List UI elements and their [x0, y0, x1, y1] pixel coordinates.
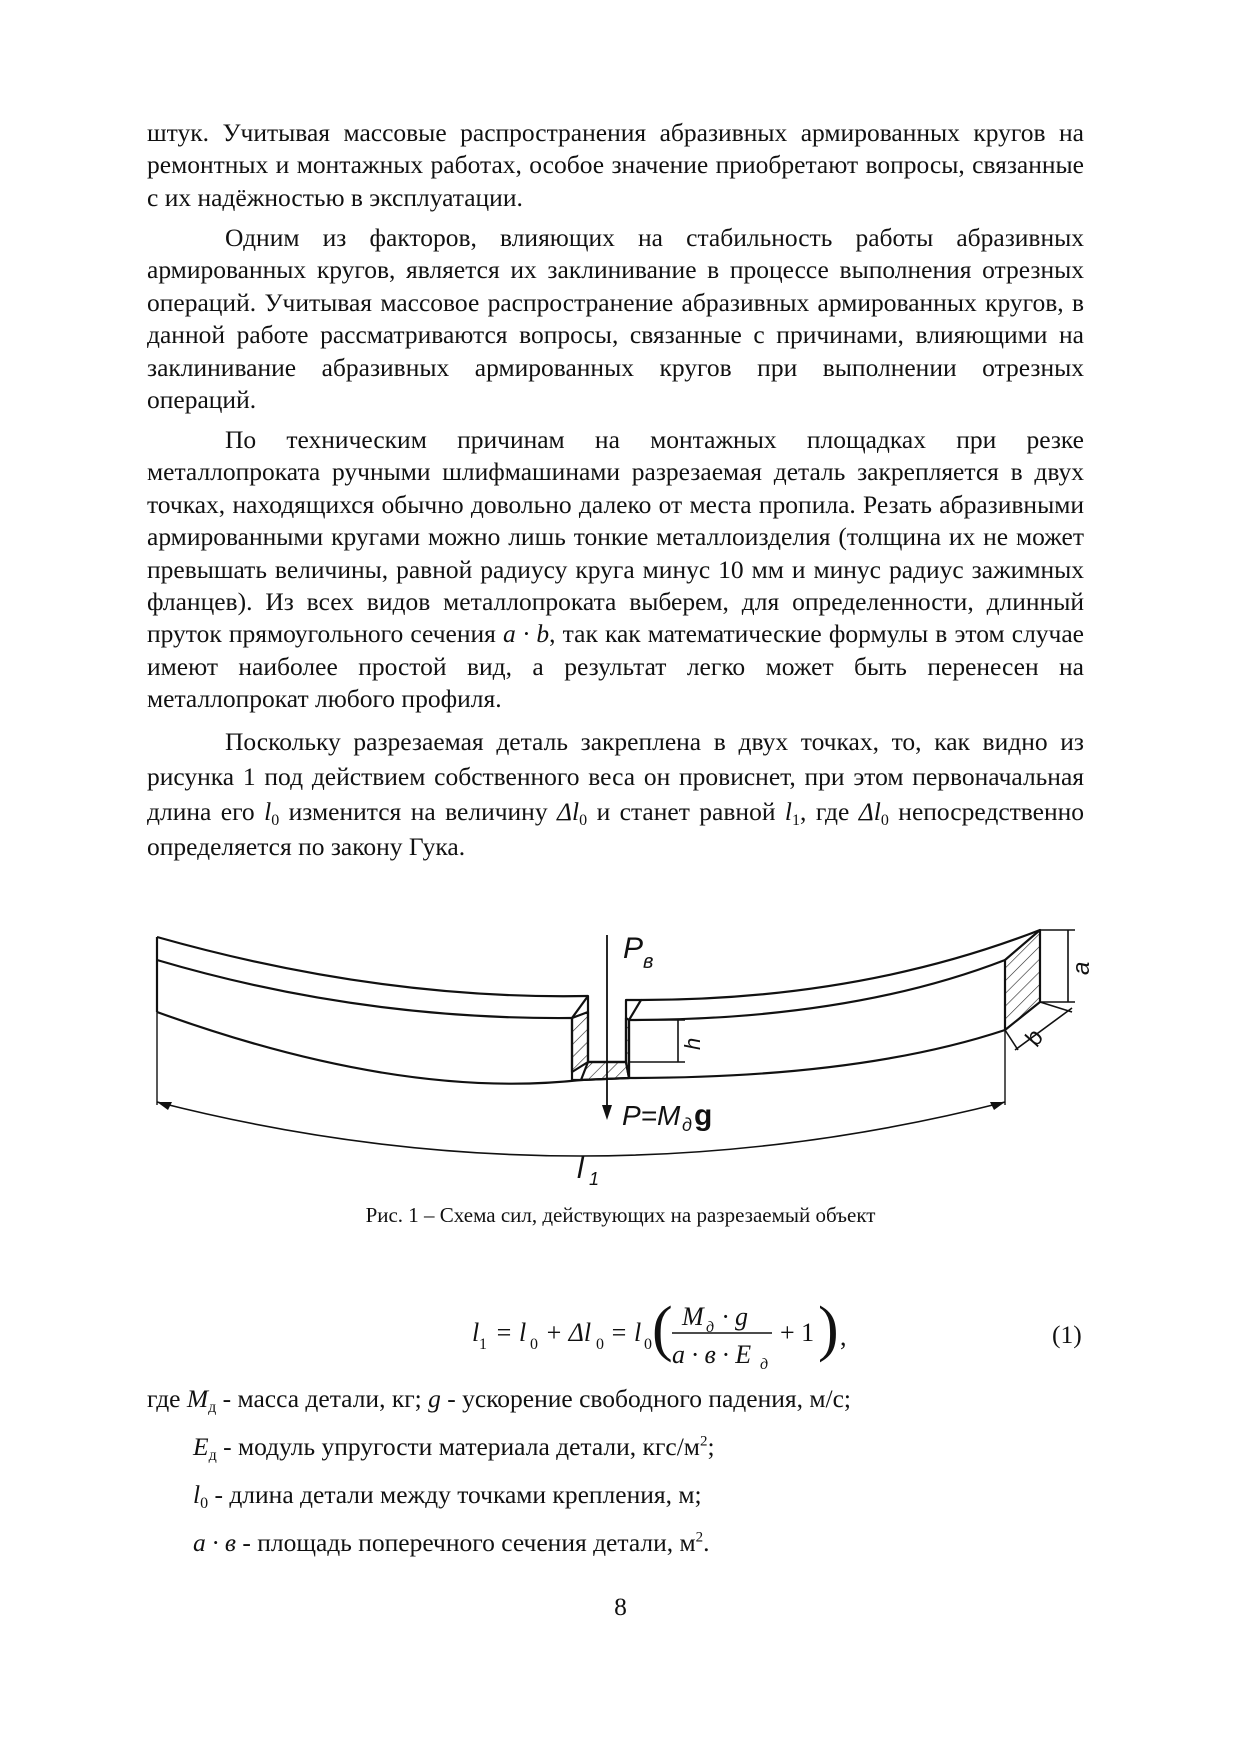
symbol-delta-l0-2: $\Delta l_0$	[858, 797, 889, 829]
label-P-sub: д	[682, 1115, 692, 1135]
beam-top-front-right	[629, 960, 1005, 1020]
beam-top-back-left	[157, 937, 588, 996]
svg-text:0: 0	[644, 1336, 652, 1353]
label-g: g	[694, 1099, 713, 1132]
label-l1: l	[577, 1152, 584, 1185]
beam-bottom-left	[157, 1012, 581, 1084]
paragraph-4-text-e: непосредственно определяется по закону Гука.	[147, 797, 1085, 861]
definition-modulus: $E_д$ - модуль упругости материала детали, кгс/$м^2$;	[193, 1432, 715, 1464]
svg-text:д: д	[760, 1356, 769, 1373]
eq-lhs-sub: 1	[479, 1336, 487, 1353]
definition-length: $l_0$ - длина детали между точками крепления, м;	[193, 1480, 702, 1512]
beam-bottom-right	[629, 1030, 1005, 1078]
cut-bottom-hatch	[581, 1062, 629, 1080]
cut-left-hatch	[572, 1012, 588, 1072]
svg-text:д: д	[706, 1319, 715, 1336]
symbol-delta-l0: $\Delta l_0$	[557, 797, 588, 829]
eq-part-2: + Δl	[545, 1318, 592, 1347]
definition-area: a · в - площадь поперечного сечения детали, $м^2$.	[193, 1528, 710, 1557]
force-arrow-icon	[602, 1105, 612, 1120]
paragraph-3-text-a: По техническим причинам на монтажных площадках при резке металлопроката ручными шлифмашинами разрезаемая деталь закрепляется в двух точках, находящихся обычно довольно далеко от места пропила. Резать абразивными армированными кругами можно лишь тонкие металлоизделия (толщина их не может превышать величины, равной радиусу круга минус 10 мм и минус радиус зажимных фланцев). Из всех видов металлопроката выберем, для определенности, длинный пруток прямоугольного сечения	[147, 425, 1084, 649]
symbol-l1: $l_1$	[784, 797, 801, 829]
svg-text:· g: · g	[722, 1302, 748, 1331]
paragraph-3-text-b: , так как математические формулы в этом случае имеют наиболее простой вид, а результат легко может быть перенесен на металлопрокат любого профиля.	[147, 619, 1085, 714]
paragraph-4-text-d: , где	[800, 797, 850, 826]
eq-part-1: = l	[495, 1318, 527, 1347]
paragraph-4-text-c: и станет равной	[596, 797, 776, 826]
beam-cross-section	[1005, 930, 1040, 1030]
beam-top-back-right	[641, 930, 1040, 1000]
cross-section-symbol: a · b	[503, 619, 550, 649]
paragraph-4-text-a: Поскольку разрезаемая деталь закреплена в двух точках, то, как видно из рисунка 1 под действием собственного веса он провиснет, при этом первоначальная длина его	[147, 727, 1084, 826]
eq-comma: ,	[840, 1322, 847, 1351]
symbol-l0: $l_0$	[264, 797, 280, 829]
beam-top-front-left	[157, 960, 572, 1018]
label-a: a	[1068, 961, 1095, 975]
figure-caption: Рис. 1 – Схема сил, действующих на разрезаемый объект	[365, 1203, 876, 1227]
eq-part-3: = l	[610, 1318, 642, 1347]
paragraph-1: штук. Учитывая массовые распространения абразивных армированных кругов на ремонтных и монтажных работах, особое значение приобретают вопросы, связанные с их надёжностью в эксплуатации.	[147, 118, 1084, 212]
right-paren: )	[818, 1295, 839, 1363]
label-h: h	[680, 1037, 705, 1050]
eq-numerator: M	[682, 1302, 704, 1331]
svg-text:0: 0	[596, 1336, 604, 1353]
paragraph-4-text-b: изменится на величину	[288, 797, 548, 826]
eq-lhs: l	[472, 1318, 480, 1347]
eq-denominator: a · в · E	[672, 1340, 752, 1369]
equation-number: (1)	[1052, 1320, 1082, 1349]
l1-dimension-arc	[157, 1102, 1005, 1156]
definition-mass: где $M_д$ - масса детали, кг; g - ускорение свободного падения, м/с;	[147, 1384, 851, 1416]
label-Pv-sub: в	[643, 951, 654, 973]
left-paren: (	[652, 1295, 673, 1363]
label-b: b	[1019, 1025, 1050, 1051]
svg-text:0: 0	[530, 1336, 538, 1353]
page-number: 8	[614, 1592, 627, 1621]
paragraph-2: Одним из факторов, влияющих на стабильность работы абразивных армированных кругов, является их заклинивание в процессе выполнения отрезных операций. Учитывая массовое распространение абразивных армированных кругов, в данной работе рассматриваются вопросы, связанные с причинами, влияющими на заклинивание абразивных армированных кругов при выполнении отрезных операций.	[147, 223, 1084, 415]
eq-plus-one: + 1	[780, 1318, 815, 1347]
label-l1-sub: 1	[589, 1169, 600, 1189]
label-P: P=M	[622, 1100, 681, 1131]
label-Pv: P	[623, 932, 644, 965]
